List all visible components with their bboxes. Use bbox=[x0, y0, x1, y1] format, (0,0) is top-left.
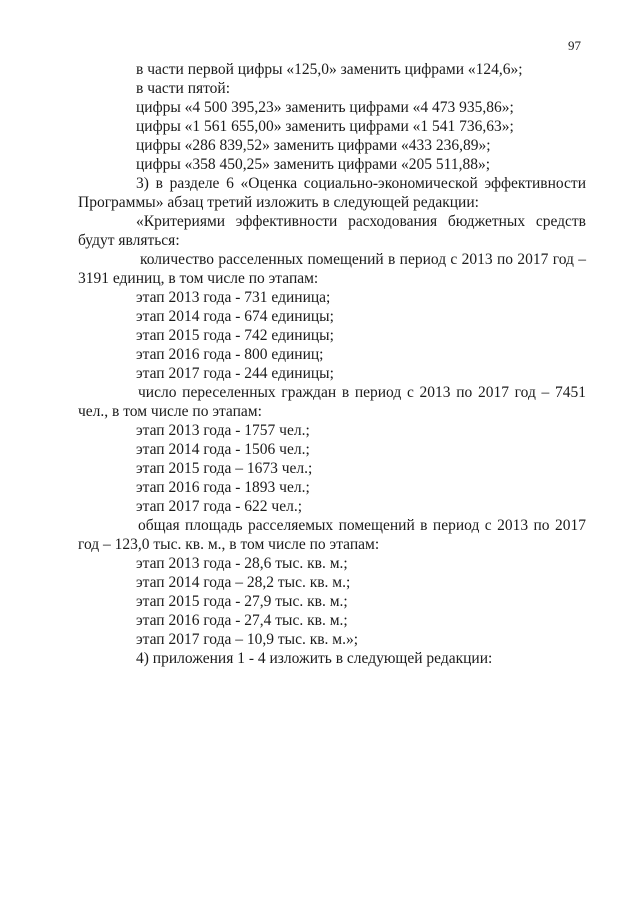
text-line: этап 2015 года - 27,9 тыс. кв. м.; bbox=[136, 593, 348, 610]
text-line: будут являться: bbox=[78, 232, 180, 249]
text-line: этап 2016 года - 1893 чел.; bbox=[136, 479, 310, 496]
text-line: этап 2014 года - 1506 чел.; bbox=[136, 441, 310, 458]
text-line: цифры «286 839,52» заменить цифрами «433 236,89»; bbox=[136, 137, 491, 154]
text-line: 3) в разделе 6 «Оценка социально-экономической эффективности bbox=[136, 175, 586, 192]
text-line: год – 123,0 тыс. кв. м., в том числе по этапам: bbox=[78, 536, 380, 553]
text-line: этап 2016 года - 800 единиц; bbox=[136, 346, 324, 363]
page-number: 97 bbox=[568, 38, 581, 53]
text-line: этап 2016 года - 27,4 тыс. кв. м.; bbox=[136, 612, 348, 629]
text-line: этап 2017 года – 10,9 тыс. кв. м.»; bbox=[136, 631, 359, 648]
text-line: 4) приложения 1 - 4 изложить в следующей редакции: bbox=[136, 650, 493, 667]
text-line: общая площадь расселяемых помещений в период с 2013 по 2017 bbox=[138, 517, 586, 534]
text-line: этап 2017 года - 622 чел.; bbox=[136, 498, 303, 515]
document-body bbox=[78, 60, 586, 668]
text-line: чел., в том числе по этапам: bbox=[78, 403, 262, 420]
text-line: этап 2014 года - 674 единицы; bbox=[136, 308, 334, 325]
text-line: этап 2015 года - 742 единицы; bbox=[136, 327, 334, 344]
text-line: цифры «358 450,25» заменить цифрами «205 511,88»; bbox=[136, 156, 491, 173]
text-line: этап 2013 года - 1757 чел.; bbox=[136, 422, 310, 439]
text-line: Программы» абзац третий изложить в следующей редакции: bbox=[78, 194, 479, 211]
text-line: 3191 единиц, в том числе по этапам: bbox=[78, 270, 319, 287]
text-line: в части пятой: bbox=[136, 80, 231, 97]
text-line: количество расселенных помещений в период с 2013 по 2017 год – bbox=[140, 251, 586, 268]
text-line: цифры «1 561 655,00» заменить цифрами «1 541 736,63»; bbox=[136, 118, 514, 135]
text-line: число переселенных граждан в период с 2013 по 2017 год – 7451 bbox=[138, 384, 586, 401]
text-line: этап 2014 года – 28,2 тыс. кв. м.; bbox=[136, 574, 351, 591]
text-line: «Критериями эффективности расходования бюджетных средств bbox=[136, 213, 586, 230]
text-line: этап 2013 года - 28,6 тыс. кв. м.; bbox=[136, 555, 348, 572]
text-line: этап 2017 года - 244 единицы; bbox=[136, 365, 334, 382]
text-line: в части первой цифры «125,0» заменить цифрами «124,6»; bbox=[136, 61, 523, 78]
text-line: этап 2013 года - 731 единица; bbox=[136, 289, 331, 306]
text-line: этап 2015 года – 1673 чел.; bbox=[136, 460, 313, 477]
text-line: цифры «4 500 395,23» заменить цифрами «4 473 935,86»; bbox=[136, 99, 514, 116]
